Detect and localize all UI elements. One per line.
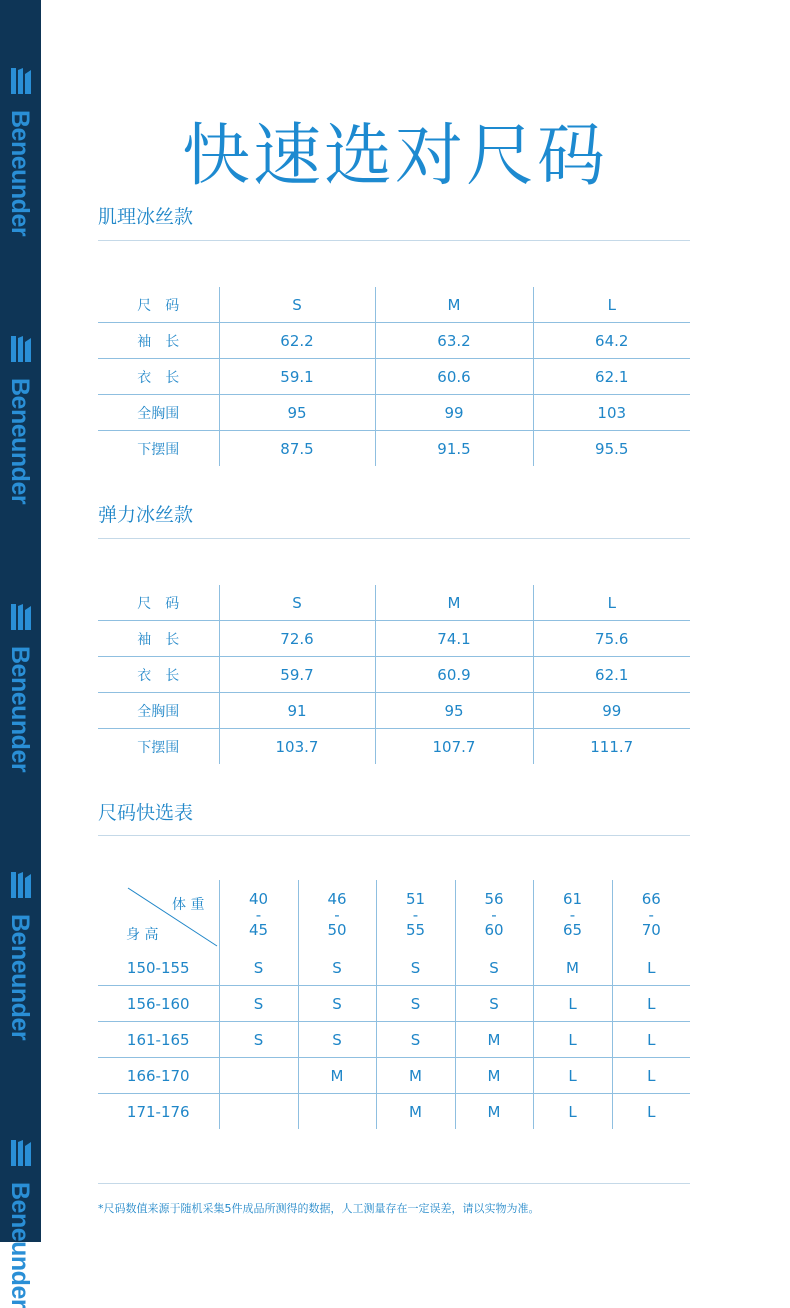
size-column-header: L [533,287,690,323]
table-row [98,1022,690,1058]
size-cell: L [533,1058,612,1094]
weight-range [299,890,376,940]
measure-value: 60.9 [375,657,533,693]
height-label: 身 高 [126,927,159,943]
weight-range-header [376,880,455,950]
weight-sep: - [255,906,262,924]
weight-sep: - [569,906,576,924]
size-header-cell: 尺 码 [98,287,219,323]
weight-to: 55 [405,921,426,939]
measure-value: 95 [375,693,533,729]
measure-value: 72.6 [219,621,375,657]
brand-name: Beneunder [6,914,34,1041]
footer-rule [98,1183,690,1184]
size-cell: M [455,1022,533,1058]
weight-sep: - [412,906,419,924]
measure-value: 87.5 [219,431,375,467]
size-header-cell: 尺 码 [98,585,219,621]
size-cell: S [219,1022,298,1058]
size-table-1 [98,287,690,466]
section-rule-2 [98,538,690,539]
weight-from: 46 [327,890,347,908]
table-row [98,621,690,657]
weight-range-header [298,880,376,950]
weight-label: 体 重 [172,897,205,913]
height-range-label: 166-170 [98,1058,219,1094]
height-range-label: 171-176 [126,1102,190,1121]
measure-label: 下摆围 [137,739,180,756]
measure-value: 74.1 [375,621,533,657]
size-cell: L [612,1094,690,1130]
section-rule-1 [98,240,690,241]
weight-range [456,890,533,940]
table-row [98,395,690,431]
table-row [98,1058,690,1094]
size-cell: M [298,1058,376,1094]
size-cell [219,1094,298,1130]
section-title-2: 弹力冰丝款 [98,504,194,526]
weight-to: 60 [484,921,504,939]
height-range-label: 161-165 [98,1022,219,1058]
diagonal-header-cell [98,880,219,950]
weight-range [377,890,455,940]
size-cell: S [455,986,533,1022]
measure-value: 103.7 [219,729,375,765]
measure-label: 袖 长 [98,621,219,657]
measure-label: 衣 长 [98,657,219,693]
measure-value: 59.7 [219,657,375,693]
table-header-row [98,287,690,323]
measure-value: 63.2 [375,323,533,359]
measure-value: 99 [533,693,690,729]
size-table-2 [98,585,690,764]
size-cell: M [455,1058,533,1094]
size-cell: S [376,1022,455,1058]
measure-value: 99 [375,395,533,431]
size-cell: S [376,986,455,1022]
size-cell: L [533,986,612,1022]
section-title-1: 肌理冰丝款 [98,206,194,228]
page-title: 快速选对尺码 [181,116,608,196]
size-cell: L [533,1094,612,1130]
measure-value: 62.1 [533,359,690,395]
size-cell: L [612,1022,690,1058]
size-cell: S [376,950,455,986]
height-range-label: 150-155 [98,950,219,986]
size-cell: S [298,1022,376,1058]
table-row [98,323,690,359]
brand-logo-icon [9,336,33,362]
measure-value: 91.5 [375,431,533,467]
size-cell: M [376,1094,455,1130]
height-range-label: 156-160 [98,986,219,1022]
weight-from: 51 [405,890,426,908]
brand-name: Beneunder [6,1182,34,1308]
brand-name: Beneunder [6,646,34,773]
measure-value: 95.5 [533,431,690,467]
weight-from: 61 [562,890,583,908]
size-cell: L [533,1022,612,1058]
weight-from: 66 [641,890,661,908]
weight-sep: - [648,906,654,924]
size-cell: S [298,950,376,986]
weight-to: 50 [327,921,347,939]
table-row [98,359,690,395]
size-cell: L [612,986,690,1022]
diagonal-line [98,880,219,950]
table-header-row [98,585,690,621]
measure-value: 95 [219,395,375,431]
weight-range [534,890,612,940]
size-cell: S [219,950,298,986]
weight-sep: - [334,906,340,924]
brand-logo-icon [9,604,33,630]
size-column-header: S [219,585,375,621]
size-cell: L [612,950,690,986]
size-cell: S [219,986,298,1022]
size-cell: S [298,986,376,1022]
table-row [98,986,690,1022]
table-row [98,431,690,467]
table-row [98,1094,690,1130]
size-cell: M [455,1094,533,1130]
table-row [98,693,690,729]
table-row [98,729,690,765]
size-column-header: M [375,287,533,323]
weight-sep: - [491,906,497,924]
measure-label: 全胸围 [98,395,219,431]
section-title-3: 尺码快选表 [98,802,194,824]
brand-logo-icon [9,68,33,94]
quick-header-row [98,880,690,950]
size-cell [298,1094,376,1130]
size-cell: S [455,950,533,986]
measure-value: 62.2 [219,323,375,359]
weight-from: 56 [484,890,504,908]
size-cell: L [612,1058,690,1094]
size-column-header: M [375,585,533,621]
brand-name: Beneunder [6,110,34,237]
table-row [98,950,690,986]
brand-logo-icon [9,872,33,898]
weight-from: 40 [248,890,269,908]
weight-range [613,890,691,940]
measure-value: 64.2 [533,323,690,359]
size-cell: M [533,950,612,986]
weight-range [220,890,298,940]
measure-value: 59.1 [219,359,375,395]
size-cell [219,1058,298,1094]
size-column-header: S [219,287,375,323]
weight-range-header [455,880,533,950]
brand-name: Beneunder [6,378,34,505]
measure-value: 107.7 [375,729,533,765]
weight-to: 65 [562,921,583,939]
weight-range-header [533,880,612,950]
weight-to: 70 [641,921,661,939]
measure-value: 62.1 [533,657,690,693]
weight-range-header [612,880,690,950]
measure-value: 60.6 [375,359,533,395]
size-cell: M [376,1058,455,1094]
measure-value: 75.6 [533,621,690,657]
size-column-header: L [533,585,690,621]
measure-value: 103 [533,395,690,431]
measure-value: 111.7 [533,729,690,765]
weight-range-header [219,880,298,950]
measure-label: 衣 长 [98,359,219,395]
measure-label: 全胸围 [98,693,219,729]
measure-label: 袖 长 [98,323,219,359]
size-quick-table [98,880,690,1129]
weight-to: 45 [248,921,269,939]
brand-logo-icon [9,1140,33,1166]
table-row [98,657,690,693]
section-rule-3 [98,835,690,836]
measure-value: 91 [219,693,375,729]
measure-label: 下摆围 [137,441,180,458]
footnote: *尺码数值来源于随机采集5件成品所测得的数据，人工测量存在一定误差，请以实物为准。 [98,1202,540,1215]
